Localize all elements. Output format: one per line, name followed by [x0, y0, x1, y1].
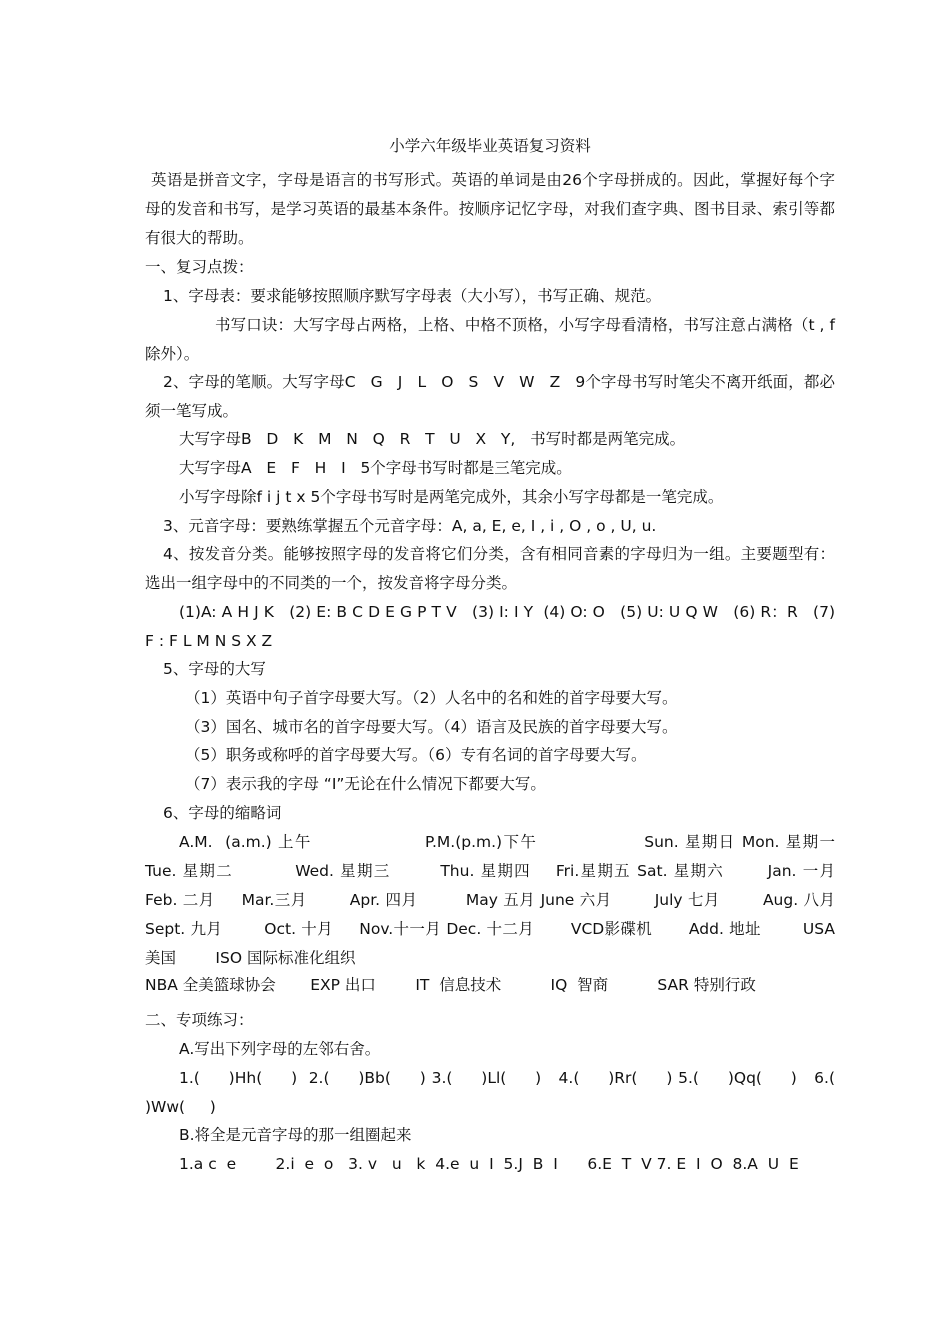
point-6-abbreviations: 6、字母的缩略词	[163, 804, 282, 822]
capitalization-rule: （1）英语中句子首字母要大写。（2）人名中的名和姓的首字母要大写。	[185, 689, 678, 707]
capitalization-rule: （3）国名、城市名的首字母要大写。（4）语言及民族的首字母要大写。	[185, 718, 678, 736]
point-2-three-strokes: 大写字母A E F H I 5个字母书写时都是三笔完成。	[179, 459, 572, 477]
intro-paragraph: 英语是拼音文字，字母是语言的书写形式。英语的单词是由26个字母拼成的。因此，掌握好每个字母的发音和书写，是学习英语的最基本条件。按顺序记忆字母，对我们查字典、图书目录、索引等都有很大的帮助。	[145, 171, 835, 247]
point-1-alphabet: 1、字母表：要求能够按照顺序默写字母表（大小写），书写正确、规范。	[163, 287, 662, 305]
page-title: 小学六年级毕业英语复习资料	[389, 137, 591, 155]
exercise-a-items: 1.( )Hh( ) 2.( )Bb( ) 3.( )Ll( ) 4.( )Rr( ) 5.( )Qq( ) 6.( )Ww( )	[145, 1069, 860, 1116]
abbreviation-list-continued: NBA 全美篮球协会 EXP 出口 IT 信息技术 IQ 智商 SAR 特别行政	[145, 976, 756, 994]
exercise-b-title: B.将全是元音字母的那一组圈起来	[179, 1126, 412, 1144]
section-heading-practice: 二、专项练习：	[145, 1011, 254, 1029]
abbreviation-list: A.M. (a.m.) 上午 P.M.(p.m.)下午 Sun. 星期日 Mon. 星期一 Tue. 星期二 Wed. 星期三 Thu. 星期四 Fri.星期五 Sat. 星期六 Jan. 一月 Feb. 二月 Mar.三月 Apr. 四月 May 五月 June 六月 July 七月 Aug. 八月 Sept. 九月 Oct. 十月 Nov.十一月 Dec. 十二月 VCD影碟机 Add. 地址 USA 美国 ISO 国际标准化组织	[145, 833, 880, 967]
point-2-lowercase: 小写字母除f i j t x 5个字母书写时是两笔完成外，其余小写字母都是一笔完成。	[179, 488, 724, 506]
point-1-rhyme: 书写口诀：大写字母占两格，上格、中格不顶格，小写字母看清格，书写注意占满格（t , f 除外）。	[145, 316, 835, 363]
point-4-groups: (1)A: A H J K (2) E: B C D E G P T V (3) I: I Y (4) O: O (5) U: U Q W (6) R：R (7) F : F L M N S X Z	[145, 603, 840, 650]
point-2-stroke-order: 2、字母的笔顺。大写字母C G J L O S V W Z 9个字母书写时笔尖不离开纸面，都必须一笔写成。	[145, 373, 835, 420]
point-4-classification: 4、按发音分类。能够按照字母的发音将它们分类，含有相同音素的字母归为一组。主要题型有：选出一组字母中的不同类的一个，按发音将字母分类。	[145, 545, 835, 592]
capitalization-rule: （5）职务或称呼的首字母要大写。（6）专有名词的首字母要大写。	[185, 746, 647, 764]
point-3-vowels: 3、元音字母：要熟练掌握五个元音字母：A, a, E, e, I , i , O , o , U, u.	[163, 517, 657, 535]
exercise-a-title: A.写出下列字母的左邻右舍。	[179, 1040, 381, 1058]
capitalization-rule: （7）表示我的字母 “I”无论在什么情况下都要大写。	[185, 775, 546, 793]
point-5-capitalization: 5、字母的大写	[163, 660, 266, 678]
point-2-two-strokes: 大写字母B D K M N Q R T U X Y, 书写时都是两笔完成。	[179, 430, 686, 448]
section-heading-review: 一、复习点拨：	[145, 258, 254, 276]
exercise-b-items: 1.a c e 2.i e o 3. v u k 4.e u I 5.J B I 6.E T V 7. E I O 8.A U E	[179, 1155, 799, 1173]
